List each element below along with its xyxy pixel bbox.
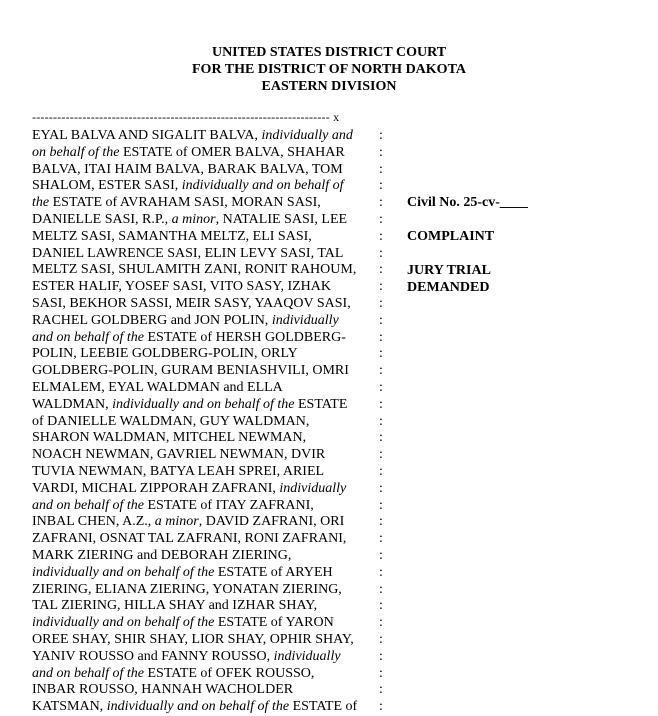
caption-colon: :: [379, 480, 383, 496]
caption-text: WALDMAN,: [32, 396, 113, 412]
caption-line: [32, 514, 372, 531]
caption-line: [32, 481, 372, 498]
caption-colon: :: [379, 665, 383, 681]
caption-text: SASI, BEKHOR SASSI, MEIR SASY, YAAQOV SASI,: [32, 295, 351, 311]
caption-text: YANIV ROUSSO and FANNY ROUSSO,: [32, 648, 274, 664]
caption-colon: :: [379, 564, 383, 580]
caption-line: [32, 414, 372, 431]
caption-line: [32, 145, 372, 162]
caption-line: [32, 363, 372, 380]
caption-line: [32, 598, 372, 615]
court-header: [0, 44, 658, 95]
caption-colon: :: [379, 396, 383, 412]
caption-italic-text: and on behalf of the: [32, 665, 144, 681]
caption-text: ESTATE: [294, 396, 348, 412]
caption-colon: :: [379, 413, 383, 429]
caption-text: EYAL BALVA AND SIGALIT BALVA,: [32, 128, 262, 143]
caption-text: SHALOM, ESTER SASI,: [32, 178, 182, 194]
caption-text: BALVA, ITAI HAIM BALVA, BARAK BALVA, TOM: [32, 161, 343, 177]
caption-italic-text: individually and on behalf of the: [106, 699, 290, 715]
caption-colon: :: [379, 295, 383, 311]
caption-text: OREE SHAY, SHIR SHAY, LIOR SHAY, OPHIR SHAY,: [32, 631, 354, 647]
caption-text: of DANIELLE WALDMAN, GUY WALDMAN,: [32, 413, 310, 429]
caption-line: [32, 447, 372, 464]
document-type: COMPLAINT: [407, 229, 495, 244]
caption-text: ESTATE of ITAY ZAFRANI,: [144, 497, 314, 513]
caption-colon: :: [379, 631, 383, 647]
caption-text: ESTATE of AVRAHAM SASI, MORAN SASI,: [49, 195, 321, 211]
caption-line: [32, 195, 372, 212]
caption-colon: :: [379, 228, 383, 244]
caption-italic-text: and on behalf of the: [32, 329, 144, 345]
caption-text: NOACH NEWMAN, GAVRIEL NEWMAN, DVIR: [32, 447, 326, 463]
caption-colon: :: [379, 144, 383, 160]
caption-colon: :: [379, 178, 383, 194]
caption-text: ZIERING, ELIANA ZIERING, YONATAN ZIERING,: [32, 581, 342, 597]
caption-colon: :: [379, 329, 383, 345]
caption-colon: :: [379, 581, 383, 597]
caption-line: [32, 699, 372, 716]
caption-colon: :: [379, 598, 383, 614]
caption-text: , NATALIE SASI, LEE: [215, 211, 348, 227]
caption-text: MELTZ SASI, SAMANTHA MELTZ, ELI SASI,: [32, 228, 312, 244]
caption-colon: :: [379, 195, 383, 211]
caption-italic-text: individually: [271, 312, 339, 328]
caption-text: ESTATE of OFEK ROUSSO,: [144, 665, 315, 681]
caption-text: ESTATE of HERSH GOLDBERG-: [144, 329, 346, 345]
caption-text: ELMALEM, EYAL WALDMAN and ELLA: [32, 379, 283, 395]
caption-text: ESTATE of YARON: [214, 615, 334, 631]
caption-text: ZAFRANI, OSNAT TAL ZAFRANI, RONI ZAFRANI,: [32, 531, 347, 547]
caption-italic-text: individually and on behalf of the: [32, 564, 215, 580]
caption-text: DANIELLE SASI, R.P.,: [32, 211, 172, 227]
caption-line: [32, 565, 372, 582]
caption-line: [32, 649, 372, 666]
caption-colon: :: [379, 648, 383, 664]
caption-colon: :: [379, 547, 383, 563]
caption-colon: :: [379, 447, 383, 463]
caption-text: MELTZ SASI, SHULAMITH ZANI, RONIT RAHOUM,: [32, 262, 357, 278]
caption-line: [32, 397, 372, 414]
caption-colon: :: [379, 531, 383, 547]
caption-line: [32, 380, 372, 397]
jury-demand: [407, 263, 491, 297]
caption-italic-text: a minor: [154, 514, 199, 530]
caption-text: SHARON WALDMAN, MITCHEL NEWMAN,: [32, 430, 307, 446]
caption-colon: :: [379, 161, 383, 177]
caption-colon: :: [379, 430, 383, 446]
caption-colon: :: [379, 211, 383, 227]
caption-line: [32, 632, 372, 649]
caption-line: [32, 682, 372, 699]
caption-colon: :: [379, 128, 383, 143]
caption-colon: :: [379, 245, 383, 261]
jury-demand-line-2: DEMANDED: [407, 279, 490, 295]
caption-line: [32, 615, 372, 632]
case-caption-parties: [32, 128, 372, 716]
caption-line: [32, 666, 372, 683]
caption-text: ESTATE of: [289, 699, 358, 715]
caption-line: [32, 498, 372, 515]
court-name: UNITED STATES DISTRICT COURT: [211, 45, 447, 60]
caption-italic-text: individually and on behalf of: [181, 178, 344, 194]
caption-line: [32, 128, 372, 145]
caption-line: [32, 548, 372, 565]
jury-demand-line-1: JURY TRIAL: [407, 263, 491, 278]
caption-colon: :: [379, 262, 383, 278]
caption-text: VARDI, MICHAL ZIPPORAH ZAFRANI,: [32, 480, 280, 496]
caption-colon: :: [379, 615, 383, 631]
caption-line: [32, 212, 372, 229]
caption-text: INBAL CHEN, A.Z.,: [32, 514, 155, 530]
caption-text: TUVIA NEWMAN, BATYA LEAH SPREI, ARIEL: [32, 463, 325, 479]
caption-italic-text: individually: [273, 648, 341, 664]
caption-colon: :: [379, 699, 383, 715]
caption-text: RACHEL GOLDBERG and JON POLIN,: [32, 312, 272, 328]
civil-number: Civil No. 25-cv-____: [407, 195, 528, 210]
caption-line: [32, 330, 372, 347]
caption-text: MARK ZIERING and DEBORAH ZIERING,: [32, 547, 292, 563]
caption-line: [32, 246, 372, 263]
caption-line: [32, 296, 372, 313]
caption-colon: :: [379, 463, 383, 479]
caption-text: INBAR ROUSSO, HANNAH WACHOLDER: [32, 682, 294, 698]
caption-text: , DAVID ZAFRANI, ORI: [198, 514, 345, 530]
caption-text: GOLDBERG-POLIN, GURAM BENIASHVILI, OMRI: [32, 363, 349, 379]
caption-line: [32, 279, 372, 296]
court-division: EASTERN DIVISION: [261, 79, 397, 94]
caption-colon-column: [379, 128, 383, 716]
caption-line: [32, 162, 372, 179]
caption-italic-text: on behalf of the: [32, 144, 120, 160]
caption-line: [32, 346, 372, 363]
caption-colon: :: [379, 497, 383, 513]
caption-line: [32, 313, 372, 330]
caption-text: ESTATE of OMER BALVA, SHAHAR: [119, 144, 345, 160]
caption-text: ESTER HALIF, YOSEF SASI, VITO SASY, IZHAK: [32, 279, 332, 295]
caption-italic-text: individually and: [261, 128, 353, 143]
caption-colon: :: [379, 379, 383, 395]
caption-colon: :: [379, 346, 383, 362]
caption-line: [32, 464, 372, 481]
caption-colon: :: [379, 312, 383, 328]
caption-line: [32, 262, 372, 279]
court-district: FOR THE DISTRICT OF NORTH DAKOTA: [192, 62, 466, 77]
caption-text: ESTATE of ARYEH: [214, 564, 333, 580]
caption-line: [32, 178, 372, 195]
caption-colon: :: [379, 682, 383, 698]
caption-text: DANIEL LAWRENCE SASI, ELIN LEVY SASI, TAL: [32, 245, 344, 261]
caption-line: [32, 229, 372, 246]
caption-text: POLIN, LEEBIE GOLDBERG-POLIN, ORLY: [32, 346, 298, 362]
caption-line: [32, 531, 372, 548]
caption-text: TAL ZIERING, HILLA SHAY and IZHAR SHAY,: [32, 598, 318, 614]
caption-italic-text: and on behalf of the: [32, 497, 144, 513]
caption-colon: :: [379, 363, 383, 379]
caption-line: [32, 430, 372, 447]
caption-italic-text: individually and on behalf of the: [112, 396, 295, 412]
caption-line: [32, 582, 372, 599]
caption-italic-text: a minor: [171, 211, 216, 227]
caption-colon: :: [379, 279, 383, 295]
caption-separator: ----------------------------------------------------------------------- x: [32, 110, 340, 124]
caption-text: KATSMAN,: [32, 699, 107, 715]
caption-italic-text: individually and on behalf of the: [32, 615, 215, 631]
caption-italic-text: the: [32, 195, 50, 211]
caption-italic-text: individually: [279, 480, 347, 496]
caption-colon: :: [379, 514, 383, 530]
